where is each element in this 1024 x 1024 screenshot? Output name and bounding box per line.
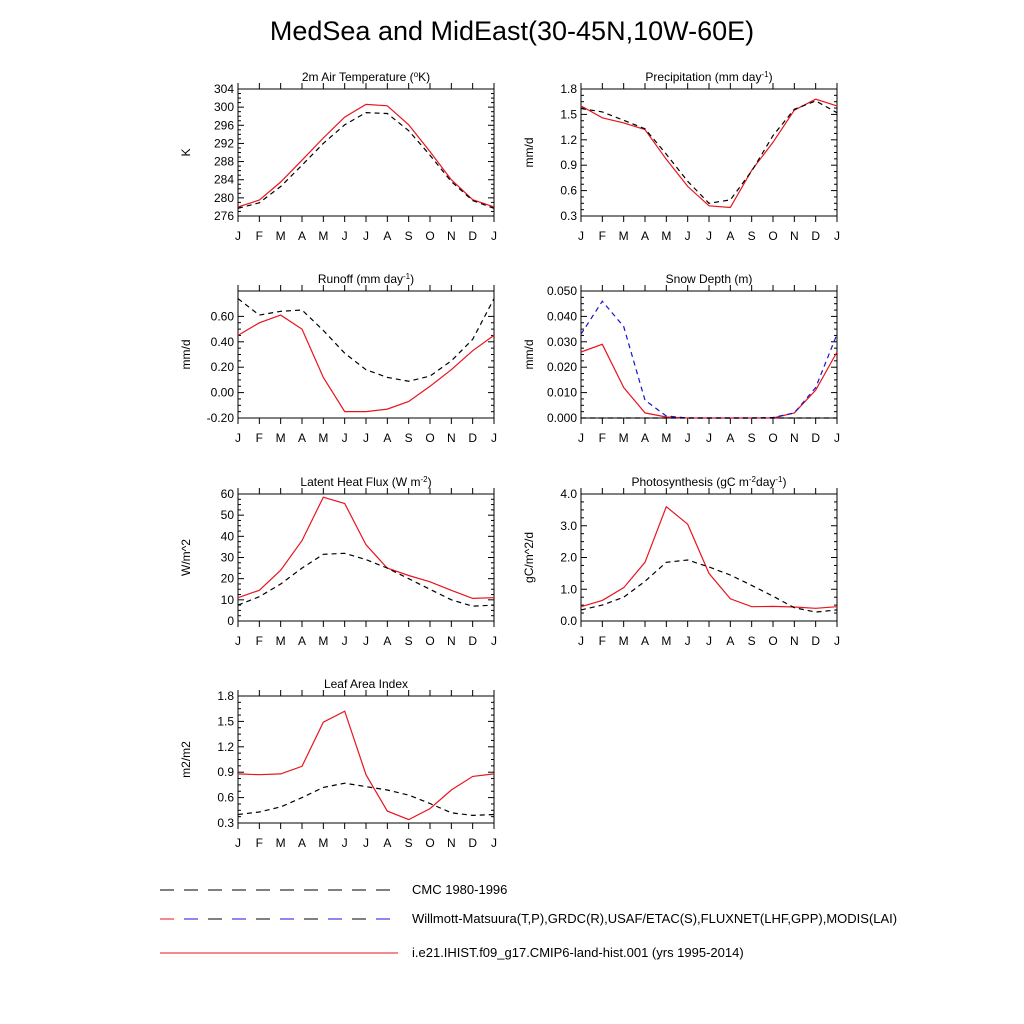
y-tick-label: 1.0 (560, 582, 577, 597)
x-tick-label: M (661, 634, 672, 648)
x-tick-label: M (618, 634, 629, 648)
x-tick-label: M (275, 634, 286, 648)
x-tick-label: N (789, 431, 799, 445)
y-tick-label: 276 (213, 209, 234, 223)
y-tick-label: 0.60 (210, 309, 234, 324)
x-tick-label: J (235, 634, 241, 648)
x-tick-label: J (578, 634, 584, 648)
x-tick-label: N (446, 229, 456, 243)
x-tick-label: J (363, 229, 369, 243)
chart-title: Precipitation (mm day$^{-1}$) (645, 69, 773, 84)
x-tick-label: J (235, 229, 241, 243)
x-tick-label: J (235, 836, 241, 850)
x-tick-label: J (491, 634, 497, 648)
y-axis-label: W/m^2 (179, 539, 193, 576)
y-tick-label: 304 (213, 82, 234, 96)
x-tick-label: O (425, 836, 435, 850)
y-tick-label: 40 (220, 529, 234, 544)
x-tick-label: J (706, 634, 712, 648)
x-tick-label: J (834, 431, 840, 445)
y-tick-label: 0.9 (560, 158, 577, 173)
x-tick-label: A (726, 229, 735, 243)
y-tick-label: 288 (213, 154, 234, 169)
x-tick-label: M (661, 229, 672, 243)
y-tick-label: 0.020 (546, 360, 577, 375)
x-tick-label: A (297, 634, 307, 648)
y-tick-label: 0.40 (210, 334, 234, 349)
x-tick-label: D (468, 229, 478, 243)
x-tick-label: J (363, 836, 369, 850)
y-tick-label: 60 (220, 487, 234, 501)
x-tick-label: M (275, 229, 286, 243)
x-tick-label: J (341, 229, 348, 243)
y-tick-label: 0.040 (546, 309, 577, 324)
x-tick-label: O (425, 431, 435, 445)
x-tick-label: J (684, 634, 691, 648)
x-tick-label: O (425, 229, 435, 243)
x-tick-label: D (468, 634, 478, 648)
x-tick-label: J (341, 634, 348, 648)
x-tick-label: J (341, 836, 348, 850)
y-tick-label: 0.6 (217, 790, 234, 805)
x-tick-label: F (255, 431, 264, 445)
y-tick-label: 1.5 (217, 714, 234, 729)
x-tick-label: N (446, 634, 456, 648)
x-tick-label: M (318, 634, 329, 648)
x-tick-label: O (768, 431, 778, 445)
x-tick-label: A (297, 836, 307, 850)
y-axis-label: mm/d (179, 339, 193, 370)
x-tick-label: M (618, 431, 629, 445)
x-tick-label: D (811, 229, 821, 243)
x-tick-label: M (618, 229, 629, 243)
y-tick-label: 300 (213, 100, 234, 115)
x-tick-label: J (491, 836, 497, 850)
y-tick-label: 3.0 (560, 518, 577, 533)
x-tick-label: M (318, 836, 329, 850)
x-tick-label: A (726, 431, 735, 445)
legend-label-model: i.e21.IHIST.f09_g17.CMIP6-land-hist.001 (yrs 1995-2014) (412, 945, 744, 960)
x-tick-label: J (834, 634, 840, 648)
x-tick-label: M (275, 431, 286, 445)
chart-title: Runoff (mm day$^{-1}$) (317, 271, 415, 286)
x-tick-label: D (468, 836, 478, 850)
x-tick-label: S (404, 836, 413, 850)
x-tick-label: A (383, 634, 392, 648)
x-tick-label: F (598, 431, 607, 445)
chart-title: Latent Heat Flux (W $m^{-2}$) (300, 474, 432, 489)
y-tick-label: 0.20 (210, 360, 234, 375)
y-tick-label: 1.8 (560, 82, 577, 96)
y-tick-label: 10 (220, 592, 234, 607)
x-tick-label: A (726, 634, 735, 648)
y-axis-label: K (179, 148, 193, 157)
y-tick-label: 30 (220, 550, 234, 565)
x-tick-label: O (768, 229, 778, 243)
y-axis-label: mm/d (522, 137, 536, 168)
y-tick-label: 284 (213, 172, 234, 187)
x-tick-label: M (661, 431, 672, 445)
x-tick-label: O (425, 634, 435, 648)
y-tick-label: 0.3 (217, 816, 234, 830)
y-axis-label: gC/m^2/d (522, 532, 536, 583)
x-tick-label: S (747, 229, 756, 243)
y-axis-label: m2/m2 (179, 741, 193, 778)
y-tick-label: 296 (213, 118, 234, 133)
x-tick-label: J (491, 431, 497, 445)
x-tick-label: J (341, 431, 348, 445)
chart-title: Photosynthesis (gC $m^{-2}day^{-1}$) (631, 474, 787, 489)
y-axis-label: mm/d (522, 339, 536, 370)
x-tick-label: J (834, 229, 840, 243)
y-tick-label: -0.20 (206, 411, 234, 425)
x-tick-label: F (255, 634, 264, 648)
x-tick-label: N (789, 634, 799, 648)
x-tick-label: A (383, 229, 392, 243)
y-tick-label: 0.010 (546, 385, 577, 400)
y-tick-label: 1.2 (217, 739, 234, 754)
y-tick-label: 0.9 (217, 765, 234, 780)
y-tick-label: 2.0 (560, 550, 577, 565)
x-tick-label: D (811, 431, 821, 445)
y-tick-label: 0.00 (210, 385, 234, 400)
legend-label-cmc: CMC 1980-1996 (412, 882, 508, 897)
x-tick-label: N (446, 431, 456, 445)
x-tick-label: A (640, 634, 650, 648)
x-tick-label: D (468, 431, 478, 445)
x-tick-label: J (235, 431, 241, 445)
x-tick-label: F (255, 836, 264, 850)
y-tick-label: 1.2 (560, 132, 577, 147)
x-tick-label: J (684, 431, 691, 445)
y-tick-label: 4.0 (560, 487, 577, 501)
x-tick-label: S (747, 634, 756, 648)
y-tick-label: 0.050 (546, 284, 577, 298)
chart-title: 2m Air Temperature ($^o$K) (301, 69, 431, 84)
x-tick-label: F (255, 229, 264, 243)
x-tick-label: J (491, 229, 497, 243)
y-tick-label: 1.8 (217, 689, 234, 703)
x-tick-label: A (383, 836, 392, 850)
y-tick-label: 0.030 (546, 334, 577, 349)
x-tick-label: A (297, 229, 307, 243)
y-tick-label: 20 (220, 571, 234, 586)
page-title: MedSea and MidEast(30-45N,10W-60E) (269, 16, 755, 46)
x-tick-label: S (404, 634, 413, 648)
x-tick-label: M (318, 431, 329, 445)
x-tick-label: A (640, 229, 650, 243)
x-tick-label: A (383, 431, 392, 445)
y-tick-label: 292 (213, 136, 234, 151)
y-tick-label: 1.5 (560, 107, 577, 122)
x-tick-label: A (640, 431, 650, 445)
x-tick-label: M (318, 229, 329, 243)
x-tick-label: S (747, 431, 756, 445)
x-tick-label: N (446, 836, 456, 850)
x-tick-label: J (684, 229, 691, 243)
x-tick-label: F (598, 229, 607, 243)
y-tick-label: 50 (220, 508, 234, 523)
x-tick-label: O (768, 634, 778, 648)
x-tick-label: N (789, 229, 799, 243)
y-tick-label: 280 (213, 190, 234, 205)
chart-title: Snow Depth (m) (665, 272, 753, 286)
y-tick-label: 0.000 (546, 411, 577, 425)
chart-title: Leaf Area Index (323, 677, 409, 691)
legend-label-obs: Willmott-Matsuura(T,P),GRDC(R),USAF/ETAC(S),FLUXNET(LHF,GPP),MODIS(LAI) (412, 911, 898, 926)
y-tick-label: 0 (227, 614, 234, 628)
x-tick-label: J (363, 431, 369, 445)
x-tick-label: F (598, 634, 607, 648)
x-tick-label: J (363, 634, 369, 648)
y-tick-label: 0.0 (560, 614, 577, 628)
x-tick-label: D (811, 634, 821, 648)
x-tick-label: M (275, 836, 286, 850)
y-tick-label: 0.3 (560, 209, 577, 223)
x-tick-label: J (706, 229, 712, 243)
x-tick-label: S (404, 431, 413, 445)
x-tick-label: S (404, 229, 413, 243)
x-tick-label: J (578, 229, 584, 243)
x-tick-label: A (297, 431, 307, 445)
x-tick-label: J (706, 431, 712, 445)
x-tick-label: J (578, 431, 584, 445)
y-tick-label: 0.6 (560, 183, 577, 198)
